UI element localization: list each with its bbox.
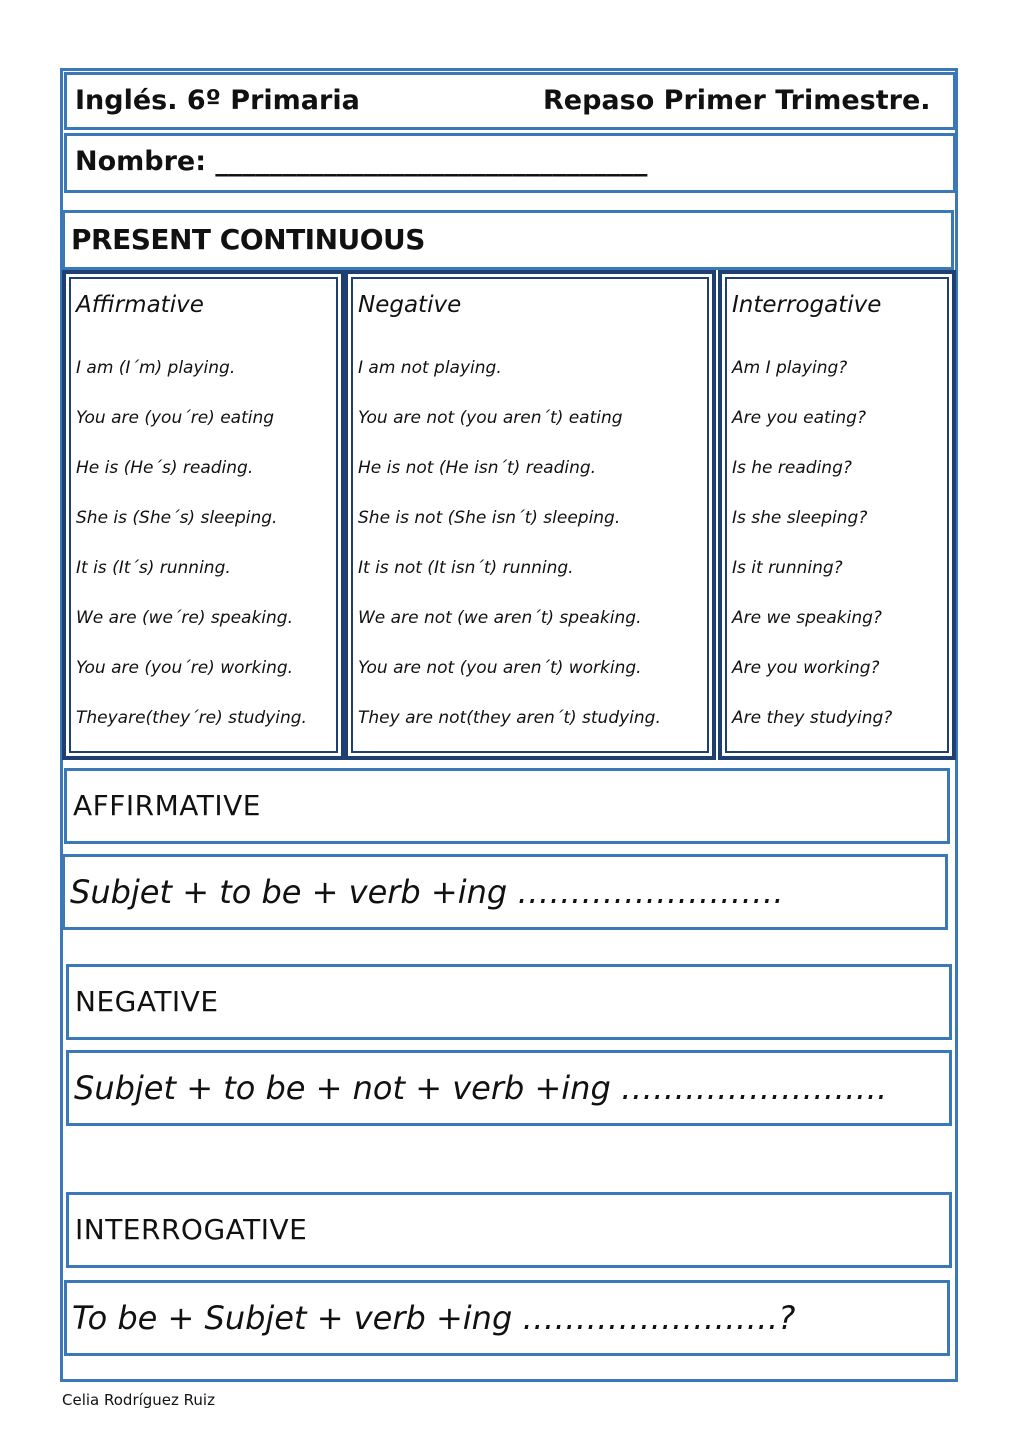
affirmative-formula-box	[62, 854, 948, 930]
interrogative-label-box	[66, 1192, 952, 1268]
negative-line: It is not (It isn´t) running.	[358, 558, 574, 578]
negative-heading: Negative	[358, 292, 462, 318]
affirmative-label-box	[64, 768, 950, 844]
interrogative-line: Are you working?	[732, 658, 880, 678]
affirmative-line: She is (She´s) sleeping.	[76, 508, 278, 528]
affirmative-line: We are (we´re) speaking.	[76, 608, 293, 628]
negative-label: NEGATIVE	[75, 985, 219, 1018]
negative-line: You are not (you aren´t) working.	[358, 658, 642, 678]
affirmative-line: You are (you´re) working.	[76, 658, 294, 678]
section-title-bar	[62, 210, 954, 270]
name-field: Nombre: ________________________________	[75, 146, 648, 177]
interrogative-line: Is it running?	[732, 558, 843, 578]
review-title: Repaso Primer Trimestre.	[543, 85, 931, 116]
negative-line: They are not(they aren´t) studying.	[358, 708, 661, 728]
negative-formula-box	[66, 1050, 952, 1126]
name-bar	[64, 133, 956, 193]
negative-line: He is not (He isn´t) reading.	[358, 458, 597, 478]
negative-line: You are not (you aren´t) eating	[358, 408, 623, 428]
negative-formula: Subjet + to be + not + verb +ing …………………….	[74, 1069, 888, 1107]
affirmative-formula: Subjet + to be + verb +ing …………………….	[70, 873, 784, 911]
negative-line: We are not (we aren´t) speaking.	[358, 608, 642, 628]
interrogative-line: Are you eating?	[732, 408, 866, 428]
subject-title: Inglés. 6º Primaria	[75, 85, 360, 116]
affirmative-line: It is (It´s) running.	[76, 558, 231, 578]
interrogative-column	[718, 270, 956, 760]
interrogative-line: Are we speaking?	[732, 608, 882, 628]
header-bar	[64, 72, 956, 130]
affirmative-line: You are (you´re) eating	[76, 408, 275, 428]
affirmative-heading: Affirmative	[76, 292, 204, 318]
affirmative-line: Theyare(they´re) studying.	[76, 708, 307, 728]
interrogative-line: Is he reading?	[732, 458, 852, 478]
author-credit: Celia Rodríguez Ruiz	[62, 1391, 215, 1409]
negative-label-box	[66, 964, 952, 1040]
negative-column	[344, 270, 716, 760]
conjugation-table	[62, 270, 956, 760]
interrogative-formula: To be + Subjet + verb +ing ……………………?	[72, 1299, 796, 1337]
affirmative-column	[62, 270, 345, 760]
interrogative-label: INTERROGATIVE	[75, 1213, 308, 1246]
negative-line: She is not (She isn´t) sleeping.	[358, 508, 621, 528]
interrogative-formula-box	[64, 1280, 950, 1356]
affirmative-line: I am (I´m) playing.	[76, 358, 236, 378]
interrogative-line: Are they studying?	[732, 708, 893, 728]
interrogative-heading: Interrogative	[732, 292, 882, 318]
interrogative-line: Is she sleeping?	[732, 508, 868, 528]
affirmative-label: AFFIRMATIVE	[73, 789, 261, 822]
negative-line: I am not playing.	[358, 358, 502, 378]
affirmative-line: He is (He´s) reading.	[76, 458, 254, 478]
section-title: PRESENT CONTINUOUS	[71, 223, 425, 256]
interrogative-line: Am I playing?	[732, 358, 848, 378]
